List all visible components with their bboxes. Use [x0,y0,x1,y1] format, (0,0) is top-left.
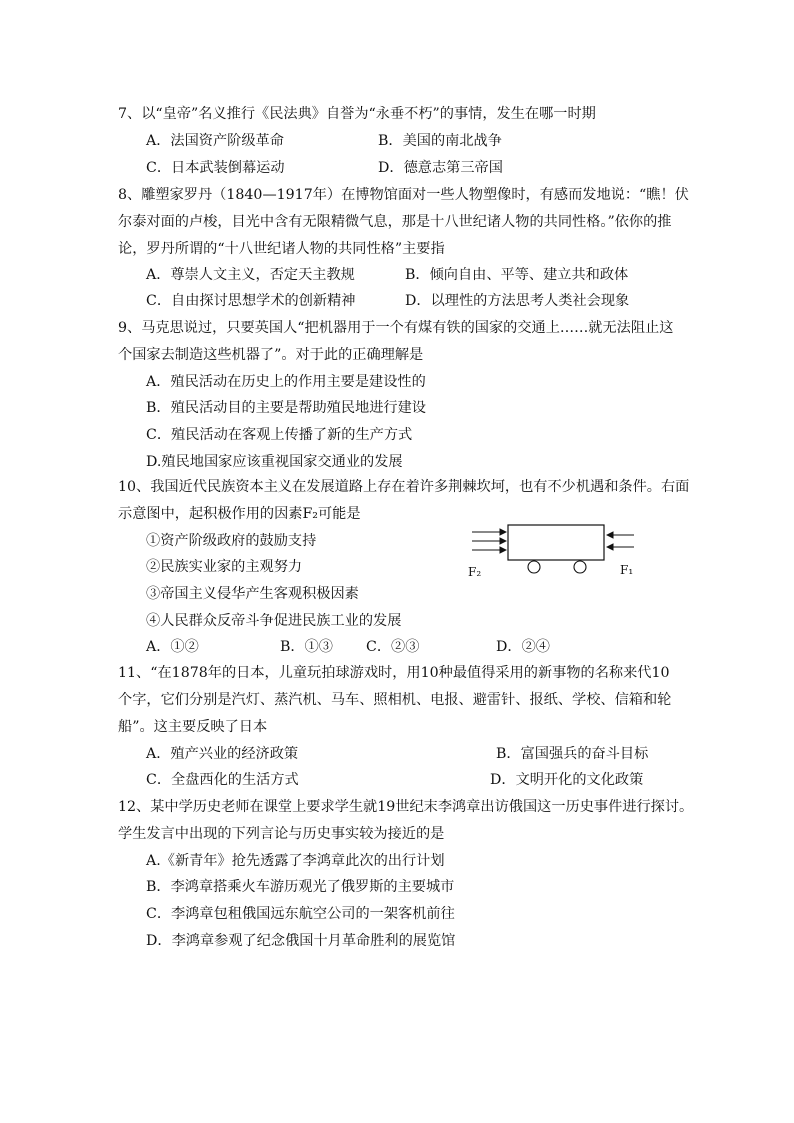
left-wheel [528,561,540,573]
q11-option-c: C．全盘西化的生活方式 [146,772,299,788]
q7-stem: 7、以“皇帝”名义推行《民法典》自誉为“永垂不朽”的事情，发生在哪一时期 [118,106,596,122]
q10-item-4: ④人民群众反帝斗争促进民族工业的发展 [146,613,402,629]
q10-option-b: B．①③ [280,639,333,655]
q11-option-b: B．富国强兵的奋斗目标 [496,746,649,762]
f1-label: F₁ [620,563,634,577]
q10-stem-line-2: 示意图中，起积极作用的因素F₂可能是 [118,506,361,522]
q10-item-2: ②民族实业家的主观努力 [146,559,303,575]
q10-item-1: ①资产阶级政府的鼓励支持 [146,533,317,549]
q8-option-b: B．倾向自由、平等、建立共和政体 [405,267,629,283]
q11-stem-line-3: 船”。这主要反映了日本 [118,719,268,735]
q11-stem-line-1: 11、“在1878年的日本，儿童玩拍球游戏时，用10种最值得采用的新事物的名称来代10 [118,665,670,681]
q12-option-d: D．李鸿章参观了纪念俄国十月革命胜利的展览馆 [146,933,456,949]
q10-option-d: D．②④ [496,639,550,655]
q11-stem-line-2: 个字，它们分别是汽灯、蒸汽机、马车、照相机、电报、避雷针、报纸、学校、信箱和轮 [118,692,672,708]
q9-stem-line-1: 9、马克思说过，只要英国人“把机器用于一个有煤有铁的国家的交通上……就无法阻止这 [118,320,674,336]
q11-option-d: D．文明开化的文化政策 [490,772,644,788]
q8-option-a: A．尊崇人文主义，否定天主教规 [146,267,355,283]
q9-stem-line-2: 个国家去制造这些机器了”。对于此的正确理解是 [118,347,424,363]
force-diagram [468,520,638,580]
q7-option-b: B．美国的南北战争 [378,133,502,149]
q12-option-a: A.《新青年》抢先透露了李鸿章此次的出行计划 [146,853,445,869]
q10-option-c: C．②③ [366,639,420,655]
q10-item-3: ③帝国主义侵华产生客观积极因素 [146,586,359,602]
q7-option-a: A．法国资产阶级革命 [146,133,284,149]
cart-box [508,525,604,560]
q8-option-c: C．自由探讨思想学术的创新精神 [146,293,356,309]
q11-option-a: A．殖产兴业的经济政策 [146,746,299,762]
q12-option-b: B．李鸿章搭乘火车游历观光了俄罗斯的主要城市 [146,879,455,895]
q9-option-a: A．殖民活动在历史上的作用主要是建设性的 [146,374,426,390]
q9-option-c: C．殖民活动在客观上传播了新的生产方式 [146,427,413,443]
q12-option-c: C．李鸿章包租俄国远东航空公司的一架客机前往 [146,906,455,922]
q12-stem-line-1: 12、某中学历史老师在课堂上要求学生就19世纪末李鸿章出访俄国这一历史事件进行探讨。 [118,799,694,815]
q9-option-d: D.殖民地国家应该重视国家交通业的发展 [146,454,403,470]
q9-option-b: B．殖民活动目的主要是帮助殖民地进行建设 [146,400,426,416]
q7-option-c: C．日本武装倒幕运动 [146,160,285,176]
q10-stem-line-1: 10、我国近代民族资本主义在发展道路上存在着许多荆棘坎坷，也有不少机遇和条件。右面 [118,479,690,495]
f2-label: F₂ [468,565,482,579]
q7-option-d: D．德意志第三帝国 [378,160,503,176]
q12-stem-line-2: 学生发言中出现的下列言论与历史事实较为接近的是 [118,826,445,842]
q10-option-a: A．①② [146,639,199,655]
right-wheel [574,561,586,573]
q8-stem-line-1: 8、雕塑家罗丹（1840—1917年）在博物馆面对一些人物塑像时，有感而发地说：“瞧！伏 [118,187,689,203]
q8-option-d: D．以理性的方法思考人类社会现象 [405,293,630,309]
q8-stem-line-3: 论，罗丹所谓的“十八世纪诸人物的共同性格”主要指 [118,241,445,257]
q8-stem-line-2: 尔泰对面的卢梭，目光中含有无限精微气息，那是十八世纪诸人物的共同性格。”依你的推 [118,214,672,230]
